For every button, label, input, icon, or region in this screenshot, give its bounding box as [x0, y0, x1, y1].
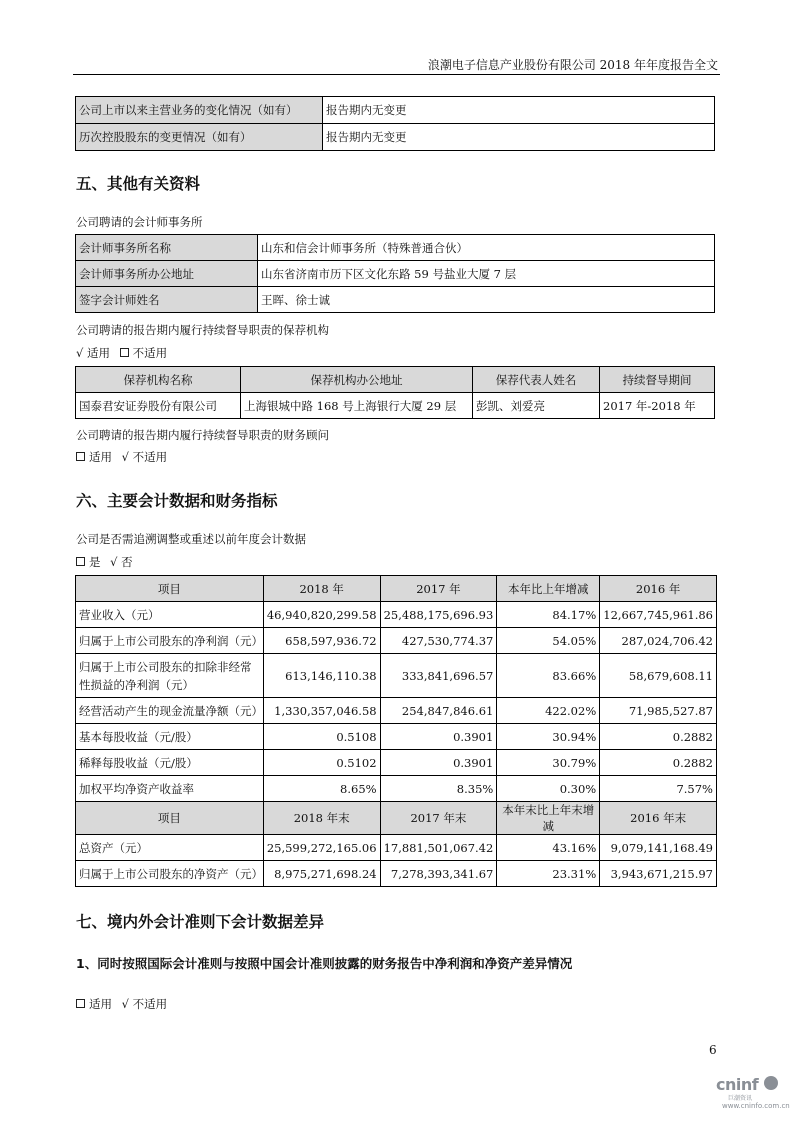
column-header: 2018 年: [263, 576, 380, 602]
column-header: 2017 年末: [380, 802, 497, 835]
value-2016: 7.57%: [600, 776, 717, 802]
report-header-title: 浪潮电子信息产业股份有限公司 2018 年年度报告全文: [427, 58, 718, 72]
table-header-row: [76, 367, 715, 393]
value-change: 84.17%: [497, 602, 600, 628]
table-row: [76, 287, 715, 313]
restate-choice-line: [76, 554, 133, 570]
applicable-label: 适用: [86, 346, 110, 360]
row-item: 归属于上市公司股东的净资产（元）: [76, 861, 264, 887]
logo-wordmark: cninf: [716, 1075, 759, 1094]
value-2016: 9,079,141,168.49: [600, 835, 717, 861]
not-applicable-label: 不适用: [132, 997, 168, 1011]
row-value: 报告期内无变更: [323, 124, 715, 151]
not-applicable-label: 不适用: [132, 450, 168, 464]
table-header-row: [76, 576, 717, 602]
financial-indicators-table: [75, 575, 717, 887]
value-change: 30.94%: [497, 724, 600, 750]
column-header: 保荐代表人姓名: [473, 367, 600, 393]
logo-url: www.cninfo.com.cn: [722, 1102, 790, 1110]
value-2017: 25,488,175,696.93: [380, 602, 497, 628]
applicable-label: 适用: [89, 450, 112, 464]
value-2018: 0.5102: [263, 750, 380, 776]
value-2017: 0.3901: [380, 724, 497, 750]
checkbox-icon: [120, 348, 129, 357]
row-value: 山东和信会计师事务所（特殊普通合伙）: [258, 235, 715, 261]
section-heading-6: 六、主要会计数据和财务指标: [76, 492, 278, 510]
value-2016: 0.2882: [600, 750, 717, 776]
header-divider: [73, 74, 720, 75]
advisor-intro: 公司聘请的报告期内履行持续督导职责的财务顾问: [76, 428, 329, 442]
column-header: 2017 年: [380, 576, 497, 602]
value-2018: 46,940,820,299.58: [263, 602, 380, 628]
business-change-table: [75, 96, 715, 151]
column-header: 项目: [76, 802, 264, 835]
table-row: [76, 861, 717, 887]
table-header-row: [76, 802, 717, 835]
value-2018: 8,975,271,698.24: [263, 861, 380, 887]
column-header: 持续督导期间: [600, 367, 715, 393]
sponsor-name: 国泰君安证券股份有限公司: [76, 393, 241, 419]
accounting-firm-table: [75, 234, 715, 313]
row-label: 签字会计师姓名: [76, 287, 258, 313]
column-header: 本年末比上年末增减: [497, 802, 600, 835]
row-value: 王晖、徐士诚: [258, 287, 715, 313]
restate-intro: 公司是否需追溯调整或重述以前年度会计数据: [76, 532, 306, 546]
checkmark: √: [121, 997, 129, 1011]
row-item: 归属于上市公司股东的净利润（元）: [76, 628, 264, 654]
row-item: 营业收入（元）: [76, 602, 264, 628]
value-2016: 0.2882: [600, 724, 717, 750]
table-row: [76, 654, 717, 698]
value-2017: 7,278,393,341.67: [380, 861, 497, 887]
column-header: 2016 年: [600, 576, 717, 602]
section-7-subheading: 1、同时按照国际会计准则与按照中国会计准则披露的财务报告中净利润和净资产差异情况: [76, 956, 573, 971]
row-value: 山东省济南市历下区文化东路 59 号盐业大厦 7 层: [258, 261, 715, 287]
row-label: 会计师事务所名称: [76, 235, 258, 261]
supervision-period: 2017 年-2018 年: [600, 393, 715, 419]
column-header: 保荐机构名称: [76, 367, 241, 393]
value-2018: 658,597,936.72: [263, 628, 380, 654]
value-2017: 0.3901: [380, 750, 497, 776]
value-2018: 8.65%: [263, 776, 380, 802]
checkbox-icon: [76, 557, 85, 566]
value-2016: 12,667,745,961.86: [600, 602, 717, 628]
value-2018: 0.5108: [263, 724, 380, 750]
value-change: 30.79%: [497, 750, 600, 776]
logo-subtitle: 巨潮资讯: [728, 1095, 753, 1102]
section-7-applicable-line: [76, 996, 167, 1012]
table-row: [76, 628, 717, 654]
row-label: 公司上市以来主营业务的变化情况（如有）: [76, 97, 323, 124]
column-header: 项目: [76, 576, 264, 602]
table-row: [76, 393, 715, 419]
value-2017: 333,841,696.57: [380, 654, 497, 698]
row-item: 加权平均净资产收益率: [76, 776, 264, 802]
applicable-label: 适用: [89, 997, 112, 1011]
value-change: 54.05%: [497, 628, 600, 654]
row-item: 归属于上市公司股东的扣除非经常性损益的净利润（元）: [76, 654, 264, 698]
value-change: 43.16%: [497, 835, 600, 861]
sponsor-table: [75, 366, 715, 419]
value-change: 0.30%: [497, 776, 600, 802]
table-row: [76, 698, 717, 724]
table-row: [76, 235, 715, 261]
value-change: 83.66%: [497, 654, 600, 698]
not-applicable-label: 不适用: [132, 346, 168, 360]
checkbox-icon: [76, 999, 85, 1008]
section-heading-5: 五、其他有关资料: [76, 175, 201, 193]
sponsor-applicable-line: [76, 345, 167, 361]
advisor-applicable-line: [76, 449, 167, 465]
checkmark: √: [76, 346, 84, 360]
no-label: 否: [121, 555, 133, 569]
value-2018: 1,330,357,046.58: [263, 698, 380, 724]
table-row: [76, 602, 717, 628]
row-value: 报告期内无变更: [323, 97, 715, 124]
row-item: 基本每股收益（元/股）: [76, 724, 264, 750]
column-header: 2016 年末: [600, 802, 717, 835]
table-row: [76, 835, 717, 861]
value-change: 422.02%: [497, 698, 600, 724]
table-row: [76, 724, 717, 750]
row-item: 总资产（元）: [76, 835, 264, 861]
accounting-firm-intro: 公司聘请的会计师事务所: [76, 215, 203, 229]
yes-label: 是: [89, 555, 101, 569]
value-2016: 58,679,608.11: [600, 654, 717, 698]
checkmark: √: [121, 450, 129, 464]
value-2017: 427,530,774.37: [380, 628, 497, 654]
table-row: [76, 776, 717, 802]
section-heading-7: 七、境内外会计准则下会计数据差异: [76, 913, 325, 931]
cninfo-logo: [716, 1075, 790, 1110]
column-header: 2018 年末: [263, 802, 380, 835]
sponsor-representatives: 彭凯、刘爱亮: [473, 393, 600, 419]
sponsor-intro: 公司聘请的报告期内履行持续督导职责的保荐机构: [76, 323, 329, 337]
table-row: [76, 750, 717, 776]
table-row: [76, 124, 715, 151]
value-2016: 3,943,671,215.97: [600, 861, 717, 887]
row-item: 稀释每股收益（元/股）: [76, 750, 264, 776]
value-2017: 8.35%: [380, 776, 497, 802]
row-label: 历次控股股东的变更情况（如有）: [76, 124, 323, 151]
value-2016: 287,024,706.42: [600, 628, 717, 654]
value-2018: 613,146,110.38: [263, 654, 380, 698]
value-2017: 254,847,846.61: [380, 698, 497, 724]
column-header: 保荐机构办公地址: [241, 367, 473, 393]
sponsor-address: 上海银城中路 168 号上海银行大厦 29 层: [241, 393, 473, 419]
row-label: 会计师事务所办公地址: [76, 261, 258, 287]
row-item: 经营活动产生的现金流量净额（元）: [76, 698, 264, 724]
value-2018: 25,599,272,165.06: [263, 835, 380, 861]
table-row: [76, 261, 715, 287]
checkbox-icon: [76, 452, 85, 461]
value-2017: 17,881,501,067.42: [380, 835, 497, 861]
column-header: 本年比上年增减: [497, 576, 600, 602]
value-2016: 71,985,527.87: [600, 698, 717, 724]
checkmark: √: [110, 555, 118, 569]
value-change: 23.31%: [497, 861, 600, 887]
page-number: 6: [709, 1043, 717, 1057]
table-row: [76, 97, 715, 124]
logo-swirl-icon: [764, 1076, 778, 1090]
